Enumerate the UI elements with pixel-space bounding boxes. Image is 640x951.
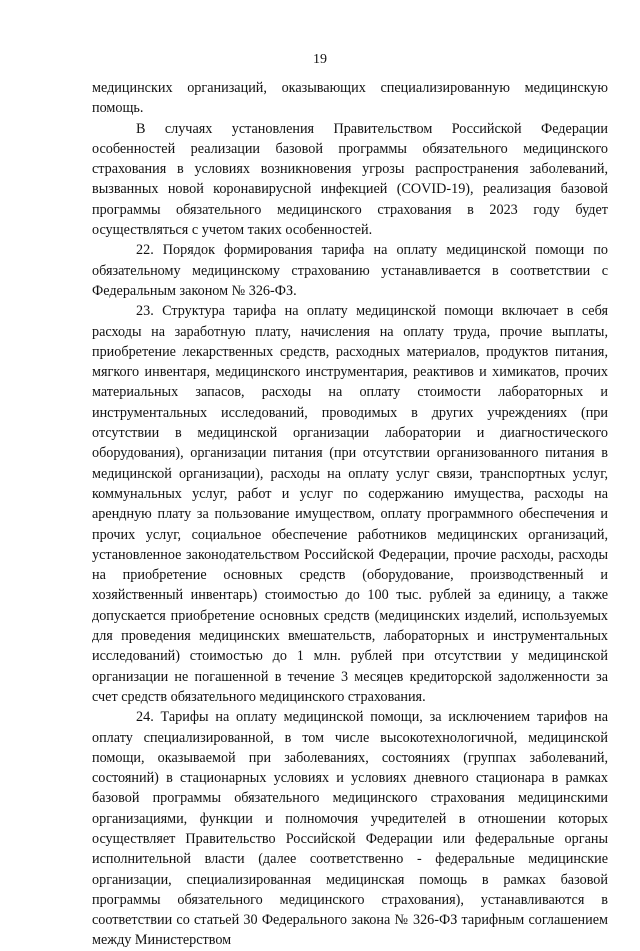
paragraph-22-tariff-procedure: 22. Порядок формирования тарифа на оплату медицинской помощи по обязательному медицинскому страхованию устанавливается в соответствии с Федеральным законом № 326-ФЗ. [92,242,608,299]
paragraph-23-tariff-structure: 23. Структура тарифа на оплату медицинской помощи включает в себя расходы на заработную плату, начисления на оплату труда, прочие выплаты, приобретение лекарственных средств, расходных материалов, продуктов питания, мягкого инвентаря, медицинского инструментария, реактивов и химикатов, прочих материальных запасов, расходы на оплату стоимости лабораторных и инструментальных исследований, проводимых в других учреждениях (при отсутствии в медицинской организации лаборатории и диагностического оборудования), организации питания (при отсутствии организованного питания в медицинской организации), расходы на оплату услуг связи, транспортных услуг, коммунальных услуг, работ и услуг по содержанию имущества, расходы на арендную плату за пользование имуществом, оплату программного обеспечения и прочих услуг, социальное обеспечение работников медицинских организаций, установленное законодательством Российской Федерации, прочие расходы, расходы на приобретение основных средств (оборудование, производственный и хозяйственный инвентарь) стоимостью до 100 тыс. рублей за единицу, а также допускается приобретение основных средств (медицинских изделий, используемых для проведения медицинских вмешательств, лабораторных и инструментальных исследований) стоимостью до 1 млн. рублей при отсутствии у медицинской организации не погашенной в течение 3 месяцев кредиторской задолженности за счет средств обязательного медицинского страхования. [92,303,608,705]
paragraph-24-tariffs: 24. Тарифы на оплату медицинской помощи, за исключением тарифов на оплату специализированной, в том числе высокотехнологичной, медицинской помощи, оказываемой при заболеваниях, состояниях (группах заболеваний, состояний) в стационарных условиях и условиях дневного стационара в рамках базовой программы обязательного медицинского страхования медицинскими организациями, функции и полномочия учредителей в отношении которых осуществляет Правительство Российской Федерации или федеральные органы исполнительной власти (далее соответственно - федеральные медицинские организации, специализированная медицинская помощь в рамках базовой программы обязательного медицинского страхования), устанавливаются в соответствии со статьей 30 Федерального закона № 326-ФЗ тарифным соглашением между Министерством [92,709,608,949]
page-number: 19 [313,52,327,67]
paragraph-covid-special-conditions: В случаях установления Правительством Российской Федерации особенностей реализации базовой программы обязательного медицинского страхования в условиях возникновения угрозы распространения заболеваний, вызванных новой коронавирусной инфекцией (COVID-19), реализация базовой программы обязательного медицинского страхования в 2023 году будет осуществляться с учетом таких особенностей. [92,120,608,239]
document-body [92,78,608,951]
paragraph-continuation: медицинских организаций, оказывающих специализированную медицинскую помощь. [92,80,608,117]
